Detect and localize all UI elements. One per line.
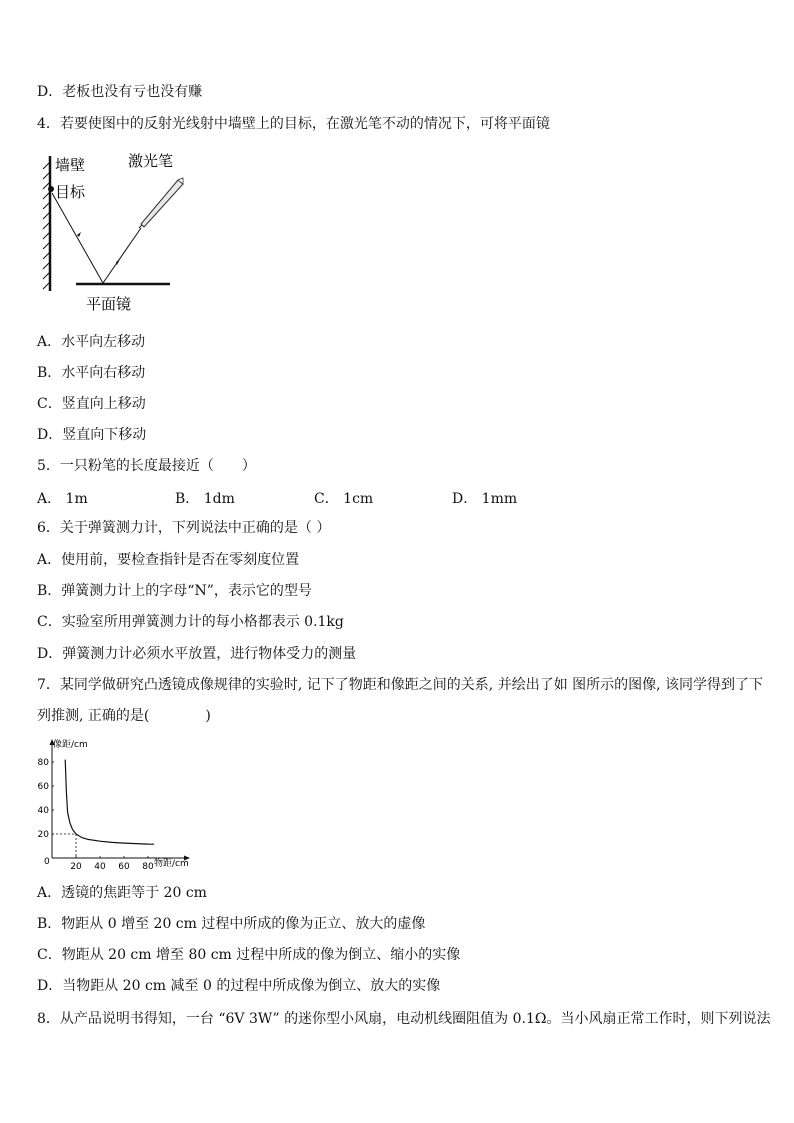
chart-origin-label: 0 — [44, 857, 50, 867]
q4-option-b: B．水平向右移动 — [37, 365, 146, 381]
q6-option-b: B．弹簧测力计上的字母“N”，表示它的型号 — [37, 583, 312, 599]
incident-ray — [103, 228, 141, 283]
target-label: 目标 — [55, 183, 86, 201]
chart-x-tick-label: 80 — [142, 862, 154, 872]
q4-option-c: C．竖直向上移动 — [37, 396, 146, 412]
q7-option-d: D．当物距从 20 cm 减至 0 的过程中所成像为倒立、放大的实像 — [37, 978, 441, 994]
q4-option-d: D．竖直向下移动 — [37, 427, 147, 443]
q4-figure — [40, 148, 200, 316]
q7-option-b: B．物距从 0 增至 20 cm 过程中所成的像为正立、放大的虚像 — [37, 916, 426, 932]
q5-stem: 5．一只粉笔的长度最接近（ ） — [37, 458, 256, 474]
q6-option-a: A．使用前，要检查指针是否在零刻度位置 — [37, 552, 300, 568]
chart-y-axis-label: 像距/cm — [53, 740, 88, 750]
q4-option-a: A．水平向左移动 — [37, 334, 146, 350]
q7-stem-line2: 列推测, 正确的是( ) — [37, 708, 211, 724]
q3-option-d: D．老板也没有亏也没有赚 — [37, 84, 203, 100]
q7-option-c: C．物距从 20 cm 增至 80 cm 过程中所成的像为倒立、缩小的实像 — [37, 947, 461, 963]
chart-x-tick-label: 40 — [94, 862, 106, 872]
chart-y-tick-label: 60 — [37, 782, 49, 792]
q6-stem: 6．关于弹簧测力计，下列说法中正确的是（ ） — [37, 520, 331, 536]
q7-stem-line1: 7．某同学做研究凸透镜成像规律的实验时, 记下了物距和像距之间的关系, 并绘出了如 图所示的图像, 该同学得到了下 — [37, 677, 764, 693]
chart-y-tick-label: 40 — [37, 806, 49, 816]
q5-option-b: B． 1dm — [175, 491, 235, 507]
chart-x-tick-label: 60 — [118, 862, 130, 872]
q4-stem: 4．若要使图中的反射光线射中墙壁上的目标，在激光笔不动的情况下，可将平面镜 — [37, 116, 550, 132]
reflected-arrow — [77, 232, 81, 237]
laser-pen-icon — [139, 178, 183, 228]
q6-option-d: D．弹簧测力计必须水平放置，进行物体受力的测量 — [37, 646, 357, 662]
laser-pen-label: 激光笔 — [128, 152, 174, 170]
q5-option-c: C． 1cm — [314, 491, 374, 507]
mirror-label: 平面镜 — [86, 295, 132, 313]
q7-option-a: A．透镜的焦距等于 20 cm — [37, 885, 207, 901]
q5-option-d: D． 1mm — [452, 491, 518, 507]
target-dot — [48, 186, 54, 192]
q6-option-c: C．实验室所用弹簧测力计的每小格都表示 0.1kg — [37, 614, 344, 630]
q5-options — [37, 488, 737, 508]
chart-series-line — [65, 760, 154, 845]
wall-label: 墙壁 — [55, 156, 86, 174]
chart-y-tick-label: 20 — [37, 830, 49, 840]
chart-x-tick-label: 20 — [70, 862, 82, 872]
reflected-ray — [52, 193, 103, 283]
q8-stem: 8．从产品说明书得知，一台 “6V 3W” 的迷你型小风扇，电动机线圈阻值为 0.1Ω。当小风扇正常工作时，则下列说法 — [37, 1011, 771, 1027]
chart-x-axis-label: 物距/cm — [154, 859, 189, 869]
chart-y-tick-label: 80 — [37, 758, 49, 768]
q5-option-a: A． 1m — [37, 491, 88, 507]
lens-image-distance-chart — [30, 735, 200, 875]
